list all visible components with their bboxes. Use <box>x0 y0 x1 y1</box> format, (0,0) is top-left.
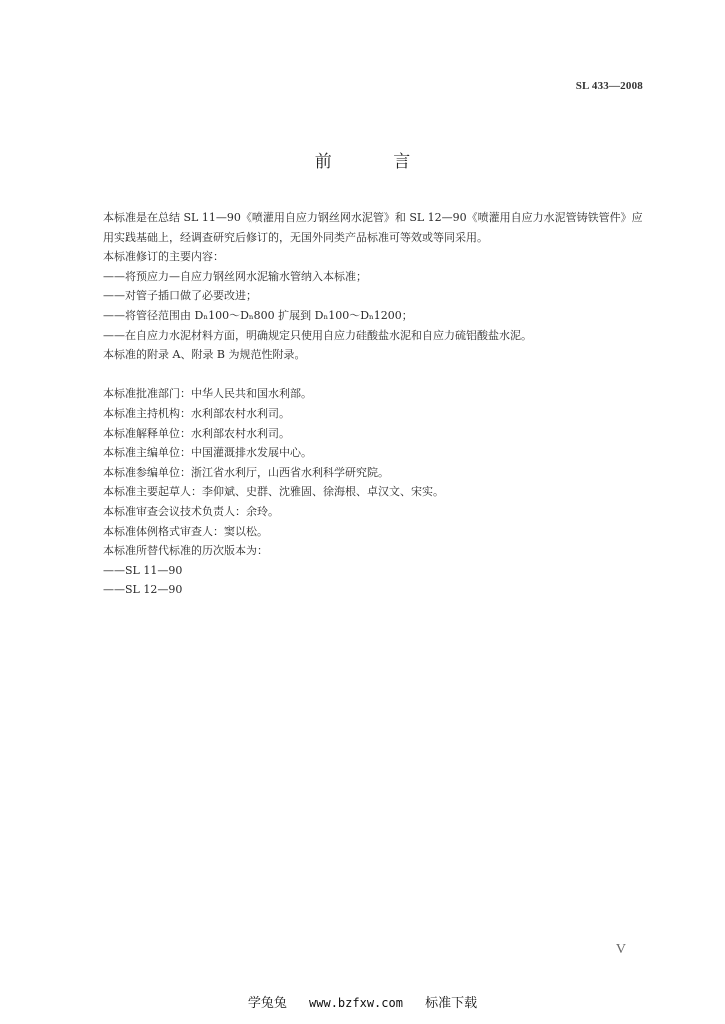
footer-url[interactable]: www.bzfxw.com <box>309 996 403 1010</box>
hosting-organization: 本标准主持机构：水利部农村水利司。 <box>103 406 290 420</box>
standard-code: SL 433—2008 <box>575 80 643 92</box>
replaced-version-2: ——SL 12—90 <box>103 583 183 597</box>
revision-heading: 本标准修订的主要内容： <box>103 250 224 264</box>
section-gap <box>81 365 646 385</box>
appendix-note: 本标准的附录 A、附录 B 为规范性附录。 <box>103 348 306 362</box>
revision-item-1: ——将预应力—自应力钢丝网水泥输水管纳入本标准； <box>103 269 367 283</box>
footer-site-name: 学兔兔 <box>247 996 287 1011</box>
revision-item-3: ——将管径范围由 Dₙ100～Dₙ800 扩展到 Dₙ100～Dₙ1200； <box>103 308 413 322</box>
format-reviewer: 本标准体例格式审查人：窦以松。 <box>103 524 268 538</box>
chief-editor-unit: 本标准主编单位：中国灌溉排水发展中心。 <box>103 446 312 460</box>
revision-item-4: ——在自应力水泥材料方面，明确规定只使用自应力硅酸盐水泥和自应力硫铝酸盐水泥。 <box>103 328 532 342</box>
approving-department: 本标准批准部门：中华人民共和国水利部。 <box>103 387 312 401</box>
interpreting-unit: 本标准解释单位：水利部农村水利司。 <box>103 426 290 440</box>
main-drafters: 本标准主要起草人：李仰斌、史群、沈雅固、徐海根、卓汉文、宋实。 <box>103 485 444 499</box>
technical-lead: 本标准审查会议技术负责人：余玲。 <box>103 504 279 518</box>
replaced-versions-heading: 本标准所替代标准的历次版本为： <box>103 544 268 558</box>
page-number: V <box>615 942 626 957</box>
revision-item-2: ——对管子插口做了必要改进； <box>103 289 257 303</box>
intro-paragraph: 本标准是在总结 SL 11—90《喷灌用自应力钢丝网水泥管》和 SL 12—90《喷灌用自应力水泥管铸铁管件》应用实践基础上，经调查研究后修订的，无国外同类产品标准可等效或等同采用。 <box>103 211 643 244</box>
footer-tagline: 标准下载 <box>425 996 478 1011</box>
footer-watermark <box>0 992 725 1011</box>
page-title: 前 言 <box>314 152 439 172</box>
replaced-version-1: ——SL 11—90 <box>103 563 183 577</box>
body-text <box>81 208 646 600</box>
participating-units: 本标准参编单位：浙江省水利厅，山西省水利科学研究院。 <box>103 465 389 479</box>
